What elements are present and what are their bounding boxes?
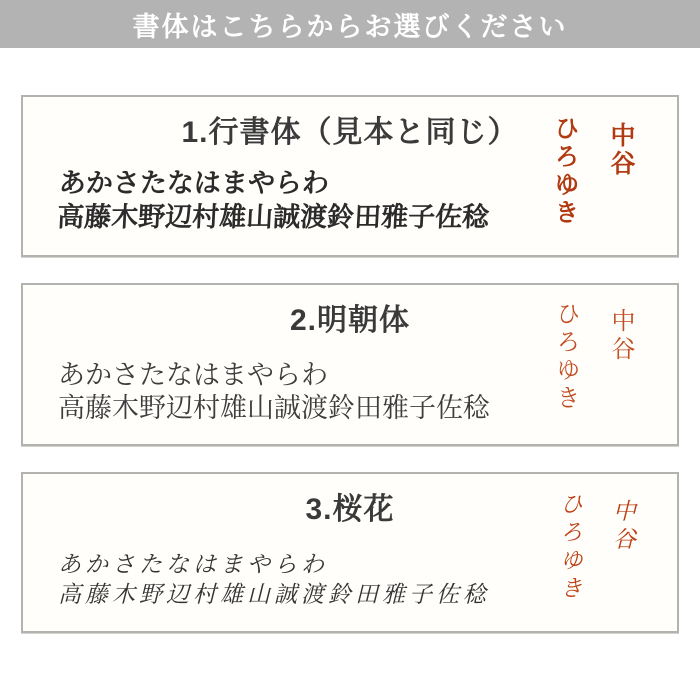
vertical-name-sample [549,301,639,413]
font-sample-text [58,359,490,425]
font-option-card-mincho [21,283,679,446]
sample-kana-line: あかさたなはまやらわ [58,168,330,199]
page-title: 書体はこちらからお選びください [132,11,568,43]
font-option-title: 2.明朝体 [289,304,411,337]
vertical-name-sample [547,115,639,227]
font-sample-text [56,167,492,235]
font-option-card-gyosho [21,95,679,257]
sample-kana-line: あかさたなはまやらわ [58,360,328,391]
sample-kanji-line: 高藤木野辺村雄山誠渡鈴田雅子佐稔 [58,582,490,608]
family-name: 中谷 [607,122,636,178]
font-option-card-ouka [21,472,679,633]
given-name: ひろゆき [556,492,582,604]
sample-kana-line: あかさたなはまやらわ [58,552,328,578]
given-name: ひろゆき [552,301,580,413]
vertical-name-sample [553,492,639,604]
family-name: 中谷 [609,499,635,555]
header-banner [0,0,700,48]
family-name: 中谷 [607,308,635,364]
font-option-title: 3.桜花 [305,493,395,526]
sample-kanji-line: 高藤木野辺村雄山誠渡鈴田雅子佐稔 [58,393,490,424]
sample-kanji-line: 高藤木野辺村雄山誠渡鈴田雅子佐稔 [56,202,490,233]
given-name: ひろゆき [551,115,580,227]
font-sample-text [58,550,490,610]
font-option-title: 1.行書体（見本と同じ） [181,116,519,149]
